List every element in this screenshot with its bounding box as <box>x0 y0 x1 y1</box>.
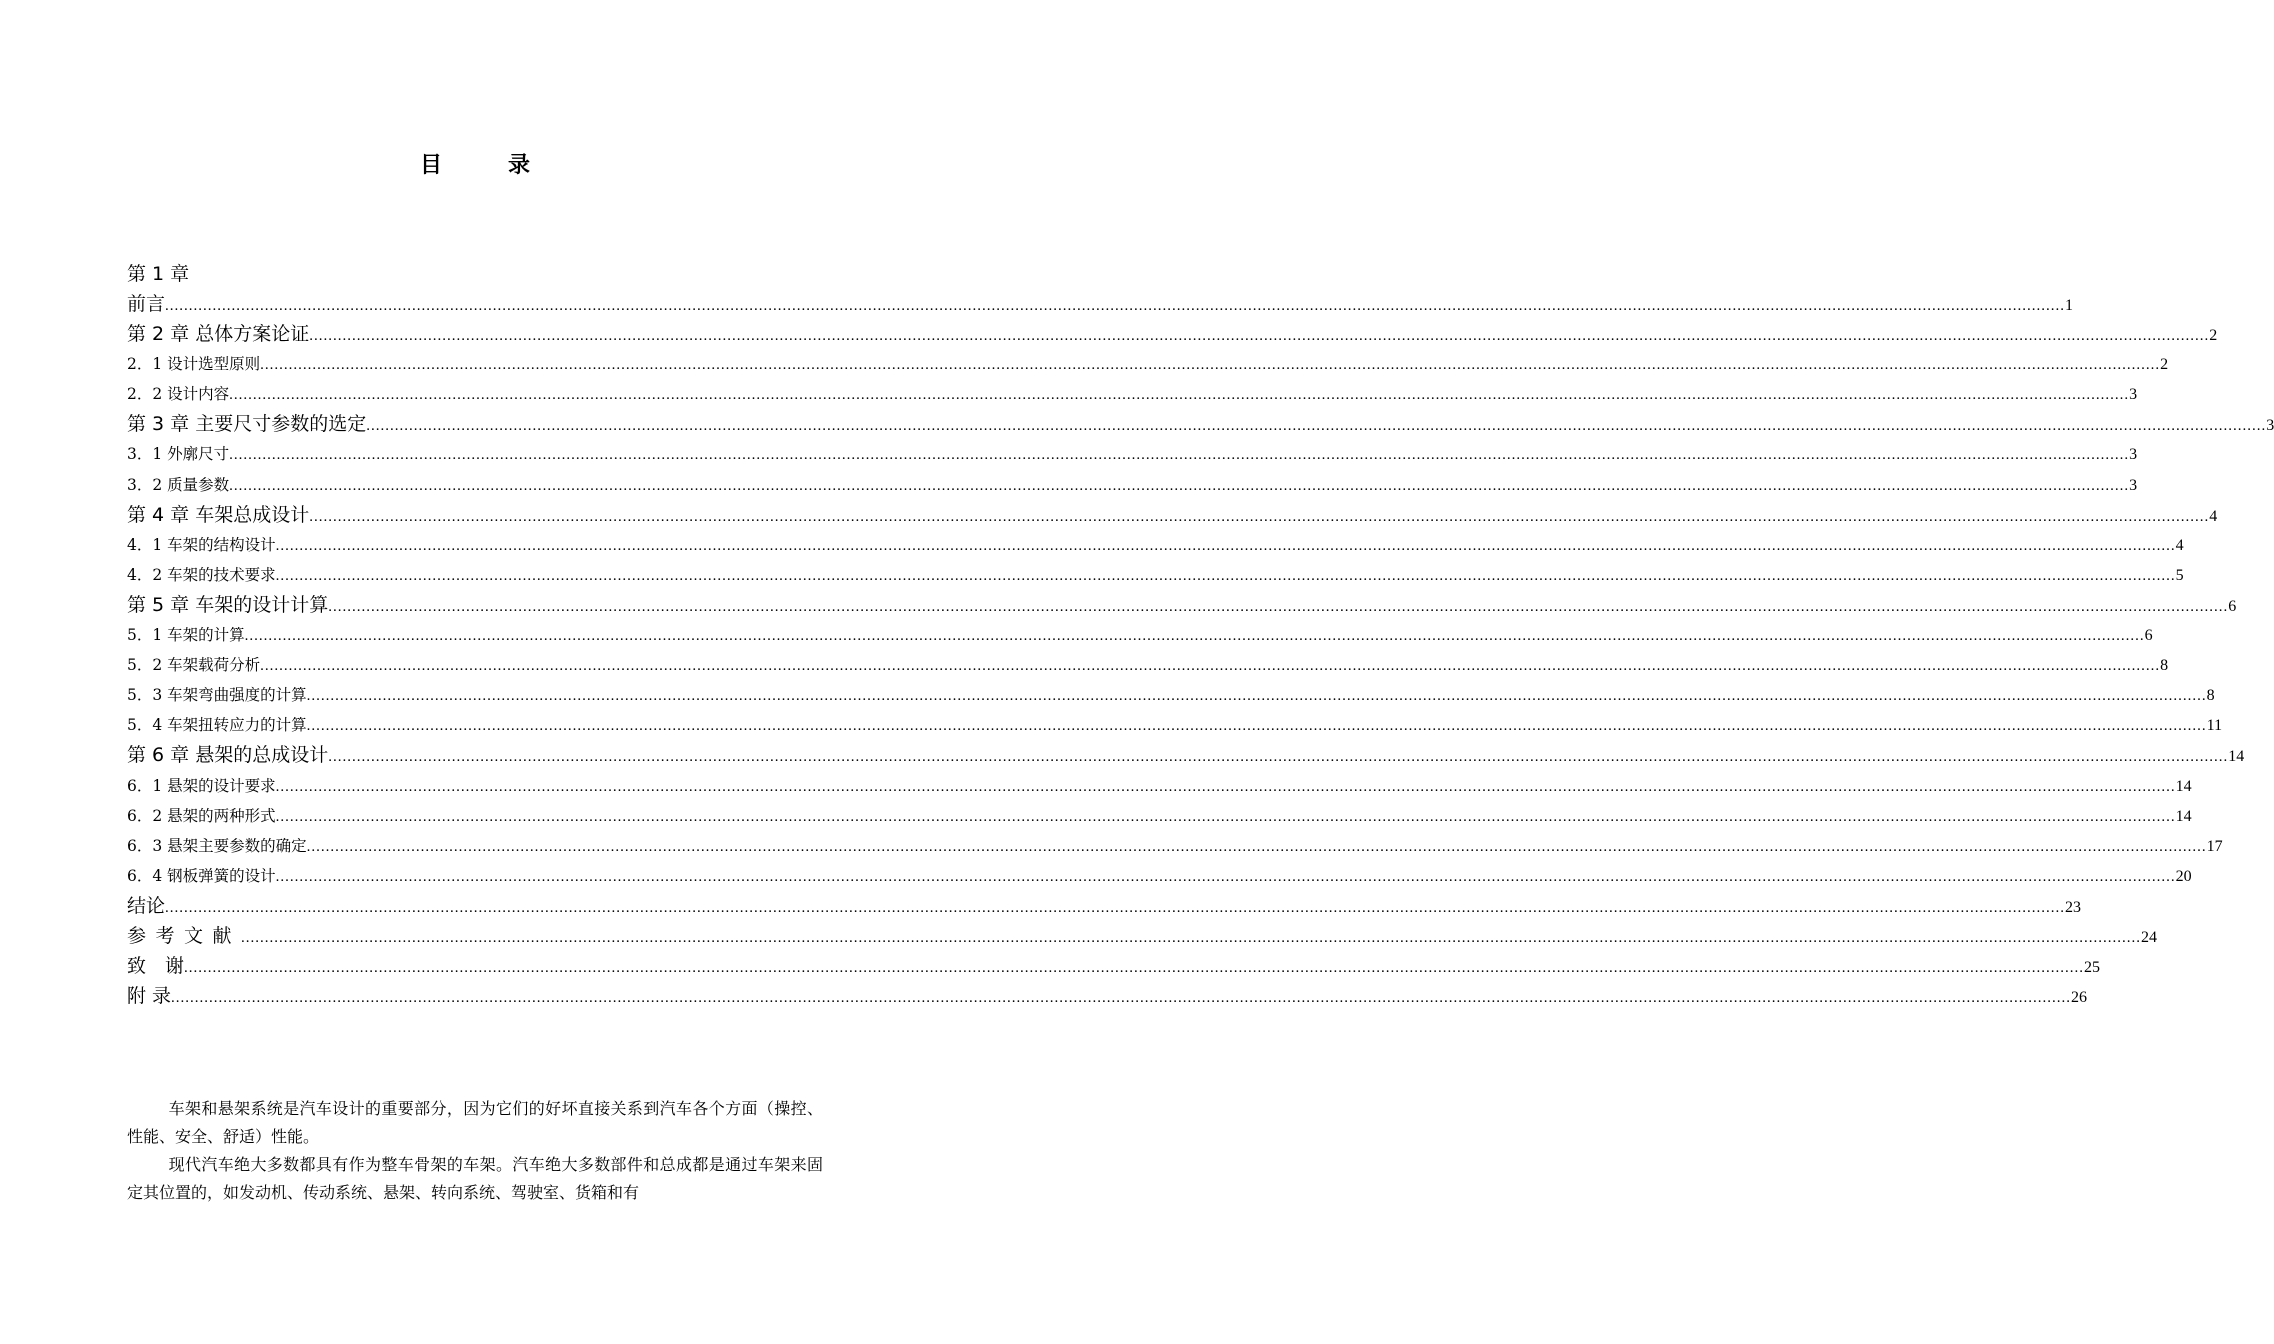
toc-entry-label: 6．4 钢板弹簧的设计 <box>127 866 276 885</box>
toc-entry-label: 6．1 悬架的设计要求 <box>127 776 276 795</box>
toc-chapter-1-heading: 第 1 章 <box>127 263 190 285</box>
toc-entry-label: 4．1 车架的结构设计 <box>127 535 276 554</box>
toc-entry[interactable] <box>127 680 2215 710</box>
toc-entry-label: 5．2 车架载荷分析 <box>127 656 261 675</box>
toc-entry-label: 第 3 章 主要尺寸参数的选定 <box>127 413 367 436</box>
toc-dot-leader: ................................................................................................................................................................................................................................................................................................................................................................................................................ <box>229 477 2130 494</box>
toc-entry-page-number: 8 <box>2206 687 2215 705</box>
body-text <box>127 1095 823 1207</box>
toc-entry-page-number: 25 <box>2084 959 2101 977</box>
toc-entry[interactable] <box>127 500 2218 530</box>
toc-entry-page-number: 4 <box>2209 507 2218 525</box>
toc-dot-leader: ................................................................................................................................................................................................................................................................................................................................................................................................................ <box>309 328 2210 345</box>
body-paragraph-1: 车架和悬架系统是汽车设计的重要部分，因为它们的好坏直接关系到汽车各个方面（操控、性能、安全、舒适）性能。 <box>127 1099 823 1146</box>
toc-entry-page-number: 11 <box>2206 717 2223 735</box>
toc-entry[interactable] <box>127 530 2184 560</box>
toc-dot-leader: ................................................................................................................................................................................................................................................................................................................................................................................................................ <box>184 960 2085 977</box>
toc-entry-label: 3．2 质量参数 <box>127 475 230 494</box>
toc-dot-leader: ................................................................................................................................................................................................................................................................................................................................................................................................................ <box>275 808 2176 825</box>
toc-entry[interactable] <box>127 349 2169 379</box>
toc-entry[interactable] <box>127 620 2153 650</box>
toc-entry-page-number: 3 <box>2266 417 2274 435</box>
toc-entry-page-number: 6 <box>2228 597 2237 615</box>
toc-dot-leader: ................................................................................................................................................................................................................................................................................................................................................................................................................ <box>165 899 2066 916</box>
toc-entry-label: 结论 <box>127 894 166 917</box>
toc-entry-page-number: 3 <box>2129 446 2138 464</box>
toc-dot-leader: ................................................................................................................................................................................................................................................................................................................................................................................................................ <box>171 990 2072 1007</box>
toc-entry-label: 第 2 章 总体方案论证 <box>127 323 310 346</box>
toc-entry-page-number: 23 <box>2065 898 2082 916</box>
toc-entry-page-number: 14 <box>2228 748 2245 766</box>
toc-entry-label: 致 谢 <box>127 955 185 978</box>
toc-entry-page-number: 1 <box>2065 297 2074 314</box>
toc-entry-page-number: 3 <box>2129 476 2138 494</box>
page-title: 目 录 <box>419 153 552 178</box>
toc-entry-label: 前言 <box>127 293 166 315</box>
toc-entry[interactable] <box>127 951 2101 981</box>
toc-entry[interactable] <box>127 289 2074 319</box>
toc-entry-page-number: 8 <box>2160 657 2169 675</box>
toc-entry-label: 2．1 设计选型原则 <box>127 355 261 374</box>
toc-dot-leader: ................................................................................................................................................................................................................................................................................................................................................................................................................ <box>229 387 2130 404</box>
toc-entries <box>127 289 2274 1011</box>
toc-dot-leader: ................................................................................................................................................................................................................................................................................................................................................................................................................ <box>165 298 2066 314</box>
toc-entry-label: 4．2 车架的技术要求 <box>127 565 276 584</box>
toc-dot-leader: ................................................................................................................................................................................................................................................................................................................................................................................................................ <box>229 447 2130 464</box>
toc-dot-leader: ................................................................................................................................................................................................................................................................................................................................................................................................................ <box>328 598 2229 615</box>
toc-entry-label: 3．1 外廓尺寸 <box>127 445 230 464</box>
table-of-contents <box>127 259 2274 1011</box>
toc-entry[interactable] <box>127 831 2223 861</box>
toc-entry-page-number: 14 <box>2175 777 2192 795</box>
toc-entry-page-number: 4 <box>2175 536 2184 554</box>
toc-entry[interactable] <box>127 740 2245 770</box>
toc-entry-label: 2．2 设计内容 <box>127 385 230 404</box>
toc-dot-leader: ................................................................................................................................................................................................................................................................................................................................................................................................................ <box>260 658 2161 675</box>
toc-entry-page-number: 5 <box>2175 566 2184 584</box>
toc-dot-leader: ................................................................................................................................................................................................................................................................................................................................................................................................................ <box>275 567 2176 584</box>
toc-entry-label: 第 6 章 悬架的总成设计 <box>127 744 329 767</box>
toc-dot-leader: ................................................................................................................................................................................................................................................................................................................................................................................................................ <box>244 628 2145 645</box>
toc-entry-page-number: 3 <box>2129 386 2138 404</box>
toc-entry[interactable] <box>127 981 2088 1011</box>
toc-entry[interactable] <box>127 771 2192 801</box>
toc-dot-leader: ................................................................................................................................................................................................................................................................................................................................................................................................................ <box>275 537 2176 554</box>
toc-dot-leader: ................................................................................................................................................................................................................................................................................................................................................................................................................ <box>328 749 2229 766</box>
toc-entry-label: 5．1 车架的计算 <box>127 626 245 645</box>
toc-entry[interactable] <box>127 590 2237 620</box>
toc-entry-page-number: 24 <box>2141 928 2158 946</box>
toc-dot-leader: ................................................................................................................................................................................................................................................................................................................................................................................................................ <box>306 718 2207 735</box>
toc-dot-leader: ................................................................................................................................................................................................................................................................................................................................................................................................................ <box>309 508 2210 525</box>
toc-entry[interactable] <box>127 801 2192 831</box>
toc-entry-label: 第 5 章 车架的设计计算 <box>127 593 329 616</box>
toc-entry-label: 6．3 悬架主要参数的确定 <box>127 836 307 855</box>
toc-entry-label: 附 录 <box>127 985 172 1008</box>
toc-entry-label: 6．2 悬架的两种形式 <box>127 806 276 825</box>
toc-dot-leader: ................................................................................................................................................................................................................................................................................................................................................................................................................ <box>241 929 2142 946</box>
toc-entry-label: 5．4 车架扭转应力的计算 <box>127 716 307 735</box>
toc-dot-leader: ................................................................................................................................................................................................................................................................................................................................................................................................................ <box>366 418 2267 435</box>
toc-entry[interactable] <box>127 379 2138 409</box>
toc-entry-label: 5．3 车架弯曲强度的计算 <box>127 686 307 705</box>
toc-entry[interactable] <box>127 409 2274 439</box>
toc-entry-label: 第 4 章 车架总成设计 <box>127 503 310 526</box>
toc-entry[interactable] <box>127 650 2169 680</box>
toc-entry[interactable] <box>127 470 2138 500</box>
toc-dot-leader: ................................................................................................................................................................................................................................................................................................................................................................................................................ <box>260 357 2161 374</box>
toc-entry[interactable] <box>127 861 2192 891</box>
toc-entry[interactable] <box>127 439 2138 469</box>
toc-dot-leader: ................................................................................................................................................................................................................................................................................................................................................................................................................ <box>306 688 2207 705</box>
toc-dot-leader: ................................................................................................................................................................................................................................................................................................................................................................................................................ <box>275 868 2176 885</box>
toc-entry-page-number: 14 <box>2175 807 2192 825</box>
toc-entry-label: 参考文献 <box>127 924 242 947</box>
body-paragraph-2: 现代汽车绝大多数都具有作为整车骨架的车架。汽车绝大多数部件和总成都是通过车架来固定其位置的，如发动机、传动系统、悬架、转向系统、驾驶室、货箱和有 <box>127 1155 823 1202</box>
toc-entry-page-number: 20 <box>2175 867 2192 885</box>
toc-entry-page-number: 2 <box>2209 327 2218 345</box>
toc-entry-page-number: 17 <box>2206 837 2223 855</box>
toc-entry-page-number: 26 <box>2071 989 2088 1007</box>
toc-entry-page-number: 6 <box>2144 627 2153 645</box>
toc-dot-leader: ................................................................................................................................................................................................................................................................................................................................................................................................................ <box>275 778 2176 795</box>
toc-entry[interactable] <box>127 319 2218 349</box>
toc-entry[interactable] <box>127 891 2082 921</box>
toc-entry[interactable] <box>127 921 2158 951</box>
toc-entry[interactable] <box>127 560 2184 590</box>
toc-entry-page-number: 2 <box>2160 356 2169 374</box>
toc-dot-leader: ................................................................................................................................................................................................................................................................................................................................................................................................................ <box>306 838 2207 855</box>
toc-entry[interactable] <box>127 710 2223 740</box>
